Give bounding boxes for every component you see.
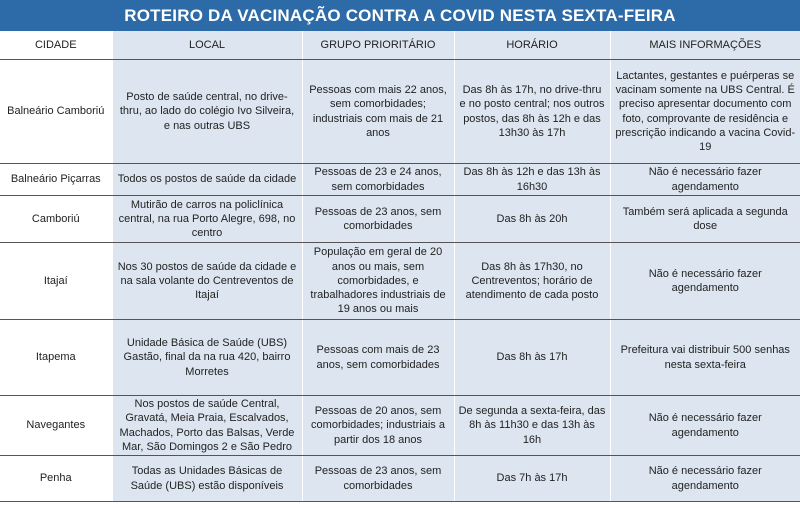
column-header-info: MAIS INFORMAÇÕES — [610, 31, 800, 60]
column-header-grupo: GRUPO PRIORITÁRIO — [302, 31, 454, 60]
page-title: ROTEIRO DA VACINAÇÃO CONTRA A COVID NESTA SEXTA-FEIRA — [0, 0, 800, 31]
cell-info: Prefeitura vai distribuir 500 senhas nesta sexta-feira — [610, 320, 800, 396]
cell-local: Posto de saúde central, no drive-thru, ao lado do colégio Ivo Silveira, e nas outras UBS — [112, 60, 302, 164]
cell-horario: Das 8h às 17h, no drive-thru e no posto central; nos outros postos, das 8h às 12h e das 13h30 às 17h — [454, 60, 610, 164]
cell-local: Nos postos de saúde Central, Gravatá, Meia Praia, Escalvados, Machados, Porto das Balsas, Verde Mar, São Domingos 2 e São Pedro — [112, 396, 302, 456]
cell-grupo: População em geral de 20 anos ou mais, sem comorbidades, e trabalhadores industriais de 19 anos ou mais — [302, 243, 454, 320]
header-row — [0, 31, 800, 60]
cell-info: Lactantes, gestantes e puérperas se vacinam somente na UBS Central. É preciso apresentar documento com foto, comprovante de residência e prescrição indicando a vacina Covid-19 — [610, 60, 800, 164]
cell-cidade: Penha — [0, 456, 112, 502]
cell-info: Não é necessário fazer agendamento — [610, 396, 800, 456]
cell-cidade: Balneário Piçarras — [0, 164, 112, 196]
cell-horario: Das 8h às 17h — [454, 320, 610, 396]
cell-cidade: Itajaí — [0, 243, 112, 320]
cell-local: Unidade Básica de Saúde (UBS) Gastão, final da na rua 420, bairro Morretes — [112, 320, 302, 396]
cell-grupo: Pessoas com mais de 23 anos, sem comorbidades — [302, 320, 454, 396]
cell-info: Não é necessário fazer agendamento — [610, 456, 800, 502]
table-row — [0, 456, 800, 502]
table-row — [0, 196, 800, 243]
cell-local: Todas as Unidades Básicas de Saúde (UBS) estão disponíveis — [112, 456, 302, 502]
cell-local: Todos os postos de saúde da cidade — [112, 164, 302, 196]
cell-cidade: Camboriú — [0, 196, 112, 243]
cell-info: Não é necessário fazer agendamento — [610, 164, 800, 196]
table-row — [0, 396, 800, 456]
cell-grupo: Pessoas de 23 anos, sem comorbidades — [302, 196, 454, 243]
cell-grupo: Pessoas de 23 anos, sem comorbidades — [302, 456, 454, 502]
cell-grupo: Pessoas de 20 anos, sem comorbidades; industriais a partir dos 18 anos — [302, 396, 454, 456]
cell-horario: De segunda a sexta-feira, das 8h às 11h30 e das 13h às 16h — [454, 396, 610, 456]
cell-grupo: Pessoas com mais 22 anos, sem comorbidades; industriais com mais de 21 anos — [302, 60, 454, 164]
cell-cidade: Balneário Camboriú — [0, 60, 112, 164]
column-header-local: LOCAL — [112, 31, 302, 60]
cell-local: Mutirão de carros na policlínica central, na rua Porto Alegre, 698, no centro — [112, 196, 302, 243]
column-header-horario: HORÁRIO — [454, 31, 610, 60]
cell-info: Também será aplicada a segunda dose — [610, 196, 800, 243]
cell-local: Nos 30 postos de saúde da cidade e na sala volante do Centreventos de Itajaí — [112, 243, 302, 320]
cell-grupo: Pessoas de 23 e 24 anos, sem comorbidades — [302, 164, 454, 196]
table-row — [0, 243, 800, 320]
cell-horario: Das 8h às 20h — [454, 196, 610, 243]
table-row — [0, 60, 800, 164]
cell-horario: Das 7h às 17h — [454, 456, 610, 502]
cell-horario: Das 8h às 12h e das 13h às 16h30 — [454, 164, 610, 196]
table-row — [0, 320, 800, 396]
cell-info: Não é necessário fazer agendamento — [610, 243, 800, 320]
column-header-cidade: CIDADE — [0, 31, 112, 60]
table-row — [0, 164, 800, 196]
cell-cidade: Navegantes — [0, 396, 112, 456]
schedule-table — [0, 31, 800, 502]
cell-cidade: Itapema — [0, 320, 112, 396]
cell-horario: Das 8h às 17h30, no Centreventos; horário de atendimento de cada posto — [454, 243, 610, 320]
